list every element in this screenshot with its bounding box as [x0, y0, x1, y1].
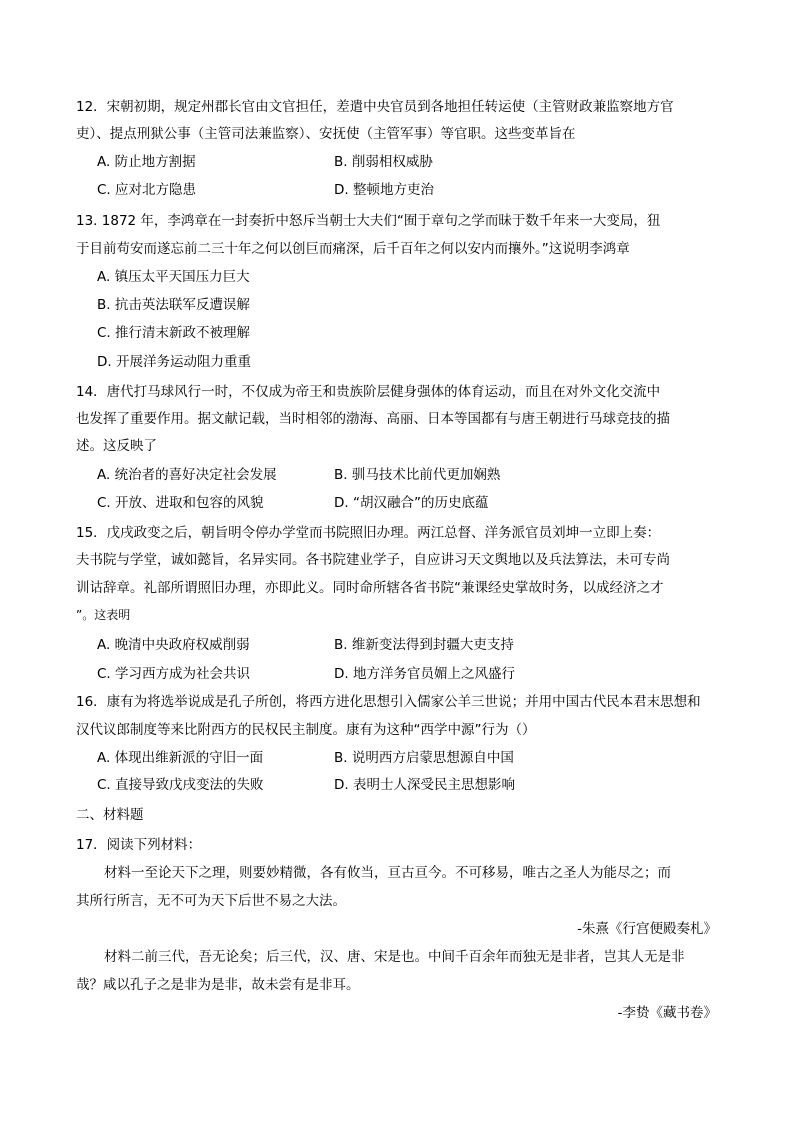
q15-option-b: B. 维新变法得到封疆大吏支持	[334, 637, 514, 653]
q17-material-2-source: -李贽《藏书卷》	[617, 1005, 717, 1021]
q14-option-c: C. 开放、进取和包容的风貌	[97, 495, 264, 511]
q12-option-a: A. 防止地方割据	[97, 154, 196, 170]
q14-stem-line-2: 也发挥了重要作用。据文献记载，当时相邻的渤海、高丽、日本等国都有与唐王朝进行马球竞技的描	[76, 411, 670, 427]
q12-stem-line-2: 吏）、提点刑狱公事（主管司法兼监察）、安抚使（主管军事）等官职。这些变革旨在	[76, 126, 576, 142]
q17-material-2-line-1: 材料二前三代，吾无论矣；后三代，汉、唐、宋是也。中间千百余年而独无是非者，岂其人无是非	[104, 949, 685, 965]
q17-material-2-line-2: 哉？咸以孔子之是非为是非，故未尝有是非耳。	[76, 977, 360, 993]
q15-stem-line-3: 训诂辞章。礼部所谓照旧办理，亦即此义。同时命所辖各省书院“兼课经史掌故时务，以成经济之才	[76, 580, 664, 596]
q14-stem-line-3: 述。这反映了	[76, 438, 157, 454]
q17-material-1-source: -朱熹《行宫便殿奏札》	[577, 921, 717, 937]
q13-option-b: B. 抗击英法联军反遭误解	[97, 297, 250, 313]
q12-stem-line-1: 12．宋朝初期，规定州郡长官由文官担任，差遣中央官员到各地担任转运使（主管财政兼监察地方官	[76, 99, 674, 115]
q13-stem-line-1: 13. 1872 年，李鸿章在一封奏折中怒斥当朝士大夫们“囿于章句之学而昧于数千年来一大变局，狃	[76, 213, 661, 229]
q15-option-d: D. 地方洋务官员媚上之风盛行	[334, 666, 515, 682]
q12-option-c: C. 应对北方隐患	[97, 182, 197, 198]
q15-stem-line-1: 15．戊戌政变之后，朝旨明令停办学堂而书院照旧办理。两江总督、洋务派官员刘坤一立即上奏：	[76, 525, 661, 541]
q17-intro: 17．阅读下列材料：	[76, 837, 202, 853]
q13-stem-line-2: 于目前苟安而遂忘前二三十年之何以创巨而痛深，后千百年之何以安内而攘外。”这说明李鸿章	[76, 241, 630, 257]
q12-option-d: D. 整顿地方吏治	[334, 182, 434, 198]
q15-option-c: C. 学习西方成为社会共识	[97, 666, 251, 682]
q15-stem-line-2: 夫书院与学堂，诚如懿旨，名异实同。各书院建业学子，自应讲习天文舆地以及兵法算法，未可专尚	[76, 552, 670, 568]
q16-stem-line-1: 16．康有为将选举说成是孔子所创，将西方进化思想引入儒家公羊三世说；并用中国古代民本君末思想和	[76, 694, 701, 710]
q15-option-a: A. 晚清中央政府权威削弱	[97, 637, 250, 653]
q14-stem-line-1: 14．唐代打马球风行一时，不仅成为帝王和贵族阶层健身强体的体育运动，而且在对外文化交流中	[76, 384, 661, 400]
q13-option-c: C. 推行清末新政不被理解	[97, 325, 251, 341]
q16-stem-line-2: 汉代议郎制度等来比附西方的民权民主制度。康有为这种“西学中源”行为（）	[76, 722, 536, 738]
q14-option-a: A. 统治者的喜好决定社会发展	[97, 467, 277, 483]
q16-option-b: B. 说明西方启蒙思想源自中国	[334, 750, 514, 766]
q15-stem-line-4: ”。这表明	[76, 608, 131, 622]
q16-option-a: A. 体现出维新派的守旧一面	[97, 750, 264, 766]
q13-option-a: A. 镇压太平天国压力巨大	[97, 269, 250, 285]
q12-option-b: B. 削弱相权威胁	[334, 154, 433, 170]
q14-option-d: D. “胡汉融合”的历史底蕴	[334, 495, 489, 511]
section-heading-materials: 二、材料题	[76, 807, 144, 823]
q13-option-d: D. 开展洋务运动阻力重重	[97, 354, 251, 370]
q16-option-d: D. 表明士人深受民主思想影响	[334, 777, 515, 793]
q16-option-c: C. 直接导致戊戌变法的失败	[97, 777, 264, 793]
q17-material-1-line-1: 材料一至论天下之理，则要妙精微，各有攸当，亘古亘今。不可移易，唯古之圣人为能尽之；而	[104, 865, 671, 881]
q14-option-b: B. 驯马技术比前代更加娴熟	[334, 467, 501, 483]
q17-material-1-line-2: 其所行所言，无不可为天下后世不易之大法。	[76, 893, 346, 909]
